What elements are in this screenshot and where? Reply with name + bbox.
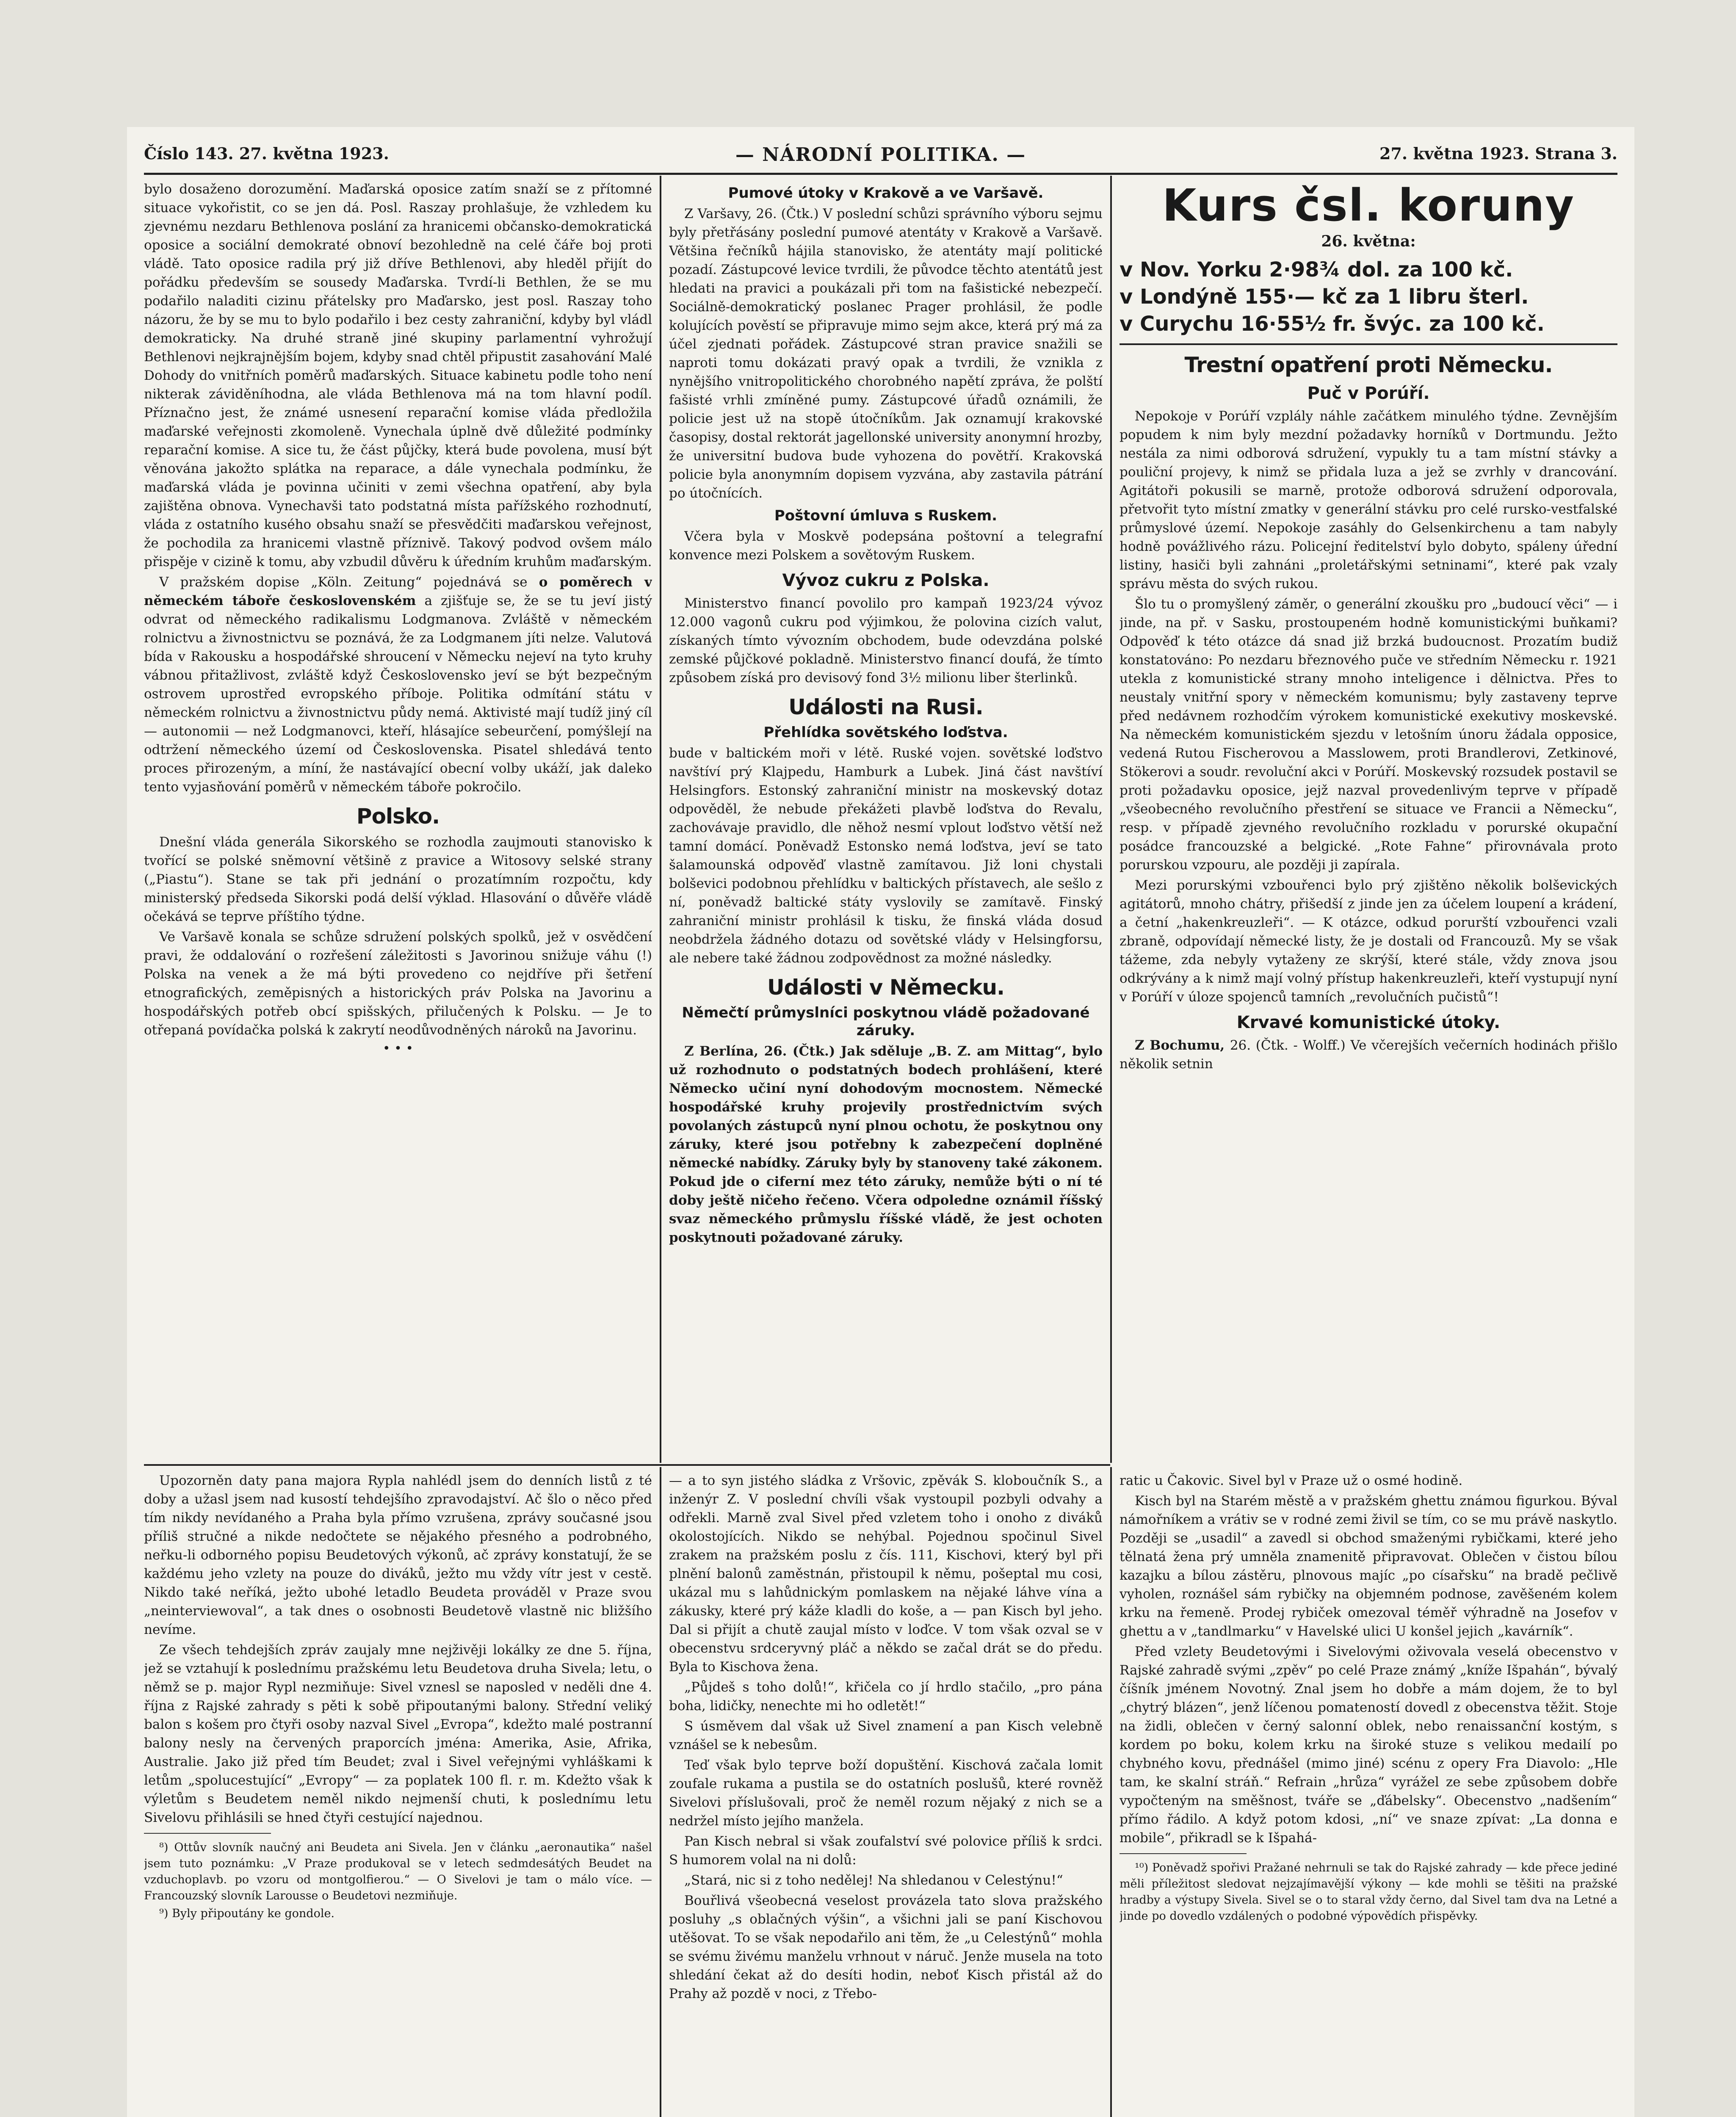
feuilleton-text-6: Teď však bylo teprve boží dopuštění. Kischová začala lomit zoufale rukama a pustila se do ostatních poslušů, které rovněž Sivelovi příslušovali, proč že neměl rozum nějaký z nich se a nedržel místo jejího manžela. xyxy=(669,1758,1103,1829)
footnote-8: ⁸) Ottův slovník naučný ani Beudeta ani Sivela. Jen v článku „aeronautika“ našel jsem tuto poznámku: „V Praze produkoval se v letech sedmdesátých Beudet na vzduchoplavb. po vzoru od montgolfierou.“ — O Sivelovi je tam o málo více. — Francouzský slovník Larousse o Beudetovi nezmiňuje. xyxy=(144,1841,652,1902)
hungary-article-text: bylo dosaženo dorozumění. Maďarská oposice zatím snaží se z přítomné situace vykořistit, co se jen dá. Posl. Raszay prohlašuje, že vzhledem ku zjevnému nezdaru Bethlenova poslání za hranicemi občansko-demokratická oposice a sociální demokraté obnoví bezohledně na celé čáře boj proti vládě. Tato oposice radila prý již dříve Bethlenovi, aby hleděl přijít do pořádku především se sousedy Maďarska. Tvrdí-li Bethlen, že se mu podařilo naladiti cizinu přátelsky pro Maďarsko, jest posl. Raszay toho názoru, že by se mu to bylo podařilo i bez cesty zahraniční, kdyby byl vládl demokraticky. Na druhé straně jiné skupiny parlamentní vyhrožují Bethlenovi nejkrajnějším bojem, kdyby snad chtěl připustit zasahování Malé Dohody do vnitřních poměrů maďarských. Situace kabinetu podle toho není nikterak záviděníhodna, ale vláda Bethlenova má na tom hlavní podíl. Příznačno jest, že známé usnesení reparační komise vláda předložila maďarské veřejnosti zkomoleně. Vynechala úplně dvě důležité podmínky reparační komise. A sice tu, že část půjčky, která bude povolena, musí být věnována jakožto splátka na reparace, a dále vynechala podmínku, že maďarská vláda je povinna učiniti v zemi všechna opatření, aby byla zajištěna obnova. Vynechavši tato podstatná místa pařížského rozhodnutí, vláda z ostatního kusého obsahu snaží se přesvědčiti maďarskou veřejnost, že pochodila za hranicemi vlastně příznivě. Takový podvod ovšem málo přispěje v cizině k tomu, aby vzbudil důvěru k úředním kruhům maďarským. xyxy=(144,182,652,569)
section-title-polsko: Polsko. xyxy=(356,804,440,829)
headline-communist-attacks: Krvavé komunistické útoky. xyxy=(1236,1013,1501,1032)
footnote-rule xyxy=(144,1833,271,1834)
feuilleton-text-3: — a to syn jistého sládka z Vršovic, zpěvák S. kloboučník S., a inženýr Z. V poslední chvíli však vystoupil pozbyli odvahy a odřekli. Marně zval Sivel před vzletem toho i onoho z diváků okolostojících. Nikdo se nehýbal. Pojednou spočinul Sivel zrakem na pražském poslu z čís. 111, Kischovi, který byl při plnění balonů zaměstnán, přistoupil k němu, pošeptal mu cosi, ukázal mu s lahůdnickým pomlaskem na nějaké láhve vína a zákusky, které prý káže kladli do koše, a — pan Kisch byl jeho. Dal si přijít a chutě zaujal místo v loďce. V tom však ozval se v obecenstvu srdceryvný pláč a někdo se začal drát se do předu. Byla to Kischova žena. xyxy=(669,1473,1103,1675)
ruhr-text-2: Šlo tu o promyšlený záměr, o generální zkoušku pro „budoucí věci“ — i jinde, na př. v Sasku, prostoupeném hodně komunistickými buňkami? Odpověď k této otázce dá snad již brzká budoucnost. Prozatím budiž konstatováno: Po nezdaru březnového puče ve středním Německu r. 1921 utekla z komunistické strany mnoho inteligence i dělnictva. Přes to neustaly vnitřní spory v německém komunismu; byly zastaveny teprve před nedávnem rozhodčím výrokem komunistické exekutivy moskevské. Na německém komunistickém sjezdu v letošním únoru žádala opposice, vedená Rutou Fischerovou a Masslowem, proti Brandlerovi, Zetkinové, Stökerovi a soudr. revoluční akci v Porúří. Moskevský rozsudek postavil se proti požadavku oposice, jejž nazval provedenlivým teprve v případě „všeobecného revolučního přestření se situace ve Francii a Německu“, resp. v případě zjevného revolučního rozkladu v porurské okupační posádce francouzské a belgické. „Rote Fahne“ přirovnávala proto porurskou vzpouru, ale později ji zapírala. xyxy=(1120,597,1617,873)
exchange-rate-date: 26. května: xyxy=(1321,232,1416,250)
headline-events-germany: Události v Německu. xyxy=(767,975,1005,1000)
feuilleton-text-2: Ze všech tehdejších zpráv zaujaly mne nejživěji lokálky ze dne 5. října, jež se vztahují k poslednímu pražskému letu Beudetova druha Sivela; letu, o němž se p. major Rypl nezmiňuje: Sivel vznesl se naposled v neděli dne 4. října z Rajské zahrady s pěti k sobě připoutanými balony. Střední veliký balon s košem pro čtyři osoby nazval Sivel „Evropa“, kdežto malé postranní balony nesly na červených praporcích jména: Amerika, Asie, Afrika, Australie. Jako již před tím Beudet; zval i Sivel veřejnými vyhláškami k letům „spolucestující“ „Evropy“ — za poplatek 100 fl. r. m. Kdežto však k výletům s Beudetem neměl nikdo nejmenší chuti, k poslednímu letu Sivelovu přihlásili se hned čtyři cestující najednou. xyxy=(144,1642,652,1825)
newspaper-page xyxy=(127,127,1634,2117)
headline-events-russia: Události na Rusi. xyxy=(788,695,983,719)
subheadline-ruhr-putsch: Puč v Porúří. xyxy=(1307,384,1430,403)
dateline: Z Bochumu, xyxy=(1135,1038,1230,1053)
column-3 xyxy=(1120,180,1617,1461)
headline-bomb-attacks: Pumové útoky v Krakově a ve Varšavě. xyxy=(728,185,1044,202)
feuilleton-text-5: S úsměvem dal však už Sivel znamení a pan Kisch velebně vznášel se k nebesům. xyxy=(669,1719,1103,1752)
feuilleton-text-9: Bouřlivá všeobecná veselost provázela tato slova pražského posluhy „s oblačných výšin“, a všichni jali se paní Kischovou utěšovat. To se však nepodařilo ani těm, že „u Celestýnů“ mohla se svému živému manželu vrhnout v náruč. Jenže musela na toto shledání čekat až do desíti hodin, neboť Kisch přistál až do Prahy až pozdě v noci, z Třebo- xyxy=(669,1893,1103,2001)
headline-sugar-export: Vývoz cukru z Polska. xyxy=(782,571,990,590)
text-part: 26. (Čtk. - Wolff.) Ve včerejších večerních hodinách přišlo několik setnin xyxy=(1120,1038,1617,1072)
masthead-title: — NÁRODNÍ POLITIKA. — xyxy=(735,144,1026,166)
footnote-10: ¹⁰) Poněvadž spořivi Pražané nehrnuli se tak do Rajské zahrady — kde přece jediné měli příležitost sledovat nejzajímavější výkony — kde mohli se těšiti na pražské hradby a výstupy Sivela. Sivel se o to staral vždy černo, dal Sivel tam dva na Letné a jinde po dovedlo vzdálených o podobné výpovědích přispěvky. xyxy=(1120,1861,1617,1923)
rate-london: v Londýně 155·— kč za 1 libru šterl. xyxy=(1120,285,1529,309)
section-separator: • • • xyxy=(382,1041,414,1056)
feuilleton-rule xyxy=(144,1464,1110,1466)
feuilleton-text-11: Kisch byl na Starém městě a v pražském ghettu známou figurkou. Býval námořníkem a vrátiv se v rodné zemi živil se tím, co se mu právě naskytlo. Později se „usadil“ a zavedl si obchod smaženými rybičkami, které jeho tělnatá žena prý umněla znamenitě připravovat. Oblečen v čistou bílou kazajku a bílou zástěru, plnovous majíc „po císařsku“ na bradě pečlivě vyholen, roznášel sám rybičky na objemném podnose, zavěšeném kolem krku na řemeně. Prodej rybiček omezoval téměř výhradně na Josefov v ghettu a v „tandlmarku“ v Havelské ulici U konšel jejich „kavárník“. xyxy=(1120,1493,1617,1639)
exchange-rate-title: Kurs čsl. koruny xyxy=(1162,180,1575,231)
headline-postal-treaty: Poštovní úmluva s Ruskem. xyxy=(774,507,998,524)
postal-treaty-text: Včera byla v Moskvě podepsána poštovní a telegrafní konvence mezi Polskem a sovětovým Ruskem. xyxy=(669,529,1103,563)
header-rule xyxy=(144,173,1617,175)
feuilleton-text-10: ratic u Čakovic. Sivel byl v Praze už o osmé hodině. xyxy=(1120,1473,1463,1488)
industrialists-text xyxy=(669,1042,1103,1247)
rate-new-york: v Nov. Yorku 2·98¾ dol. za 100 kč. xyxy=(1120,258,1513,282)
subheadline-soviet-fleet: Přehlídka sovětského loďstva. xyxy=(763,724,1008,741)
feuilleton-text-12: Před vzlety Beudetovými i Sivelovými oživovala veselá obecenstvo v Rajské zahradě svými „zpěv“ po celé Praze známý „kníže Išpahán“, bývalý číšník jménem Novotný. Znal jsem ho dobře a mám dojem, že to byl „chytrý blázen“, jenž líčenou pomateností dovedl z obecenstva těžit. Stoje na židli, oblečen v černý salonní oblek, nebo renaissanční kostým, s kordem po boku, kolem krku na široké stuze s velikou medailí po chybného kovu, přednášel (mimo jiné) scénu z opery Fra Diavolo: „Hle tam, ke skalní stráň.“ Refrain „hrůza“ vyrážel ze sebe způsobem dobře vypočteným na směšnost, tváře se „ďábelsky“. Obecenstvo „nadšením“ přímo řádilo. A když potom kdosi, „ní“ ve snaze zpívat: „La donna e mobile“, přikradl se k Išpahá- xyxy=(1120,1644,1617,1846)
column-rule-3 xyxy=(660,1467,661,2117)
feuilleton-column-2 xyxy=(669,1471,1103,2117)
soviet-fleet-text: bude v baltickém moři v létě. Ruské vojen. sovětské loďstvo navštíví prý Klajpedu, Hamburk a Lubek. Jiná část navštíví Helsingfors. Estonský zahraniční ministr na moskevský dotaz odpověděl, že nebude překážeti plavbě loďstva do Revalu, zachovávaje pravidlo, dle něhož nesmí vplout loďstvo větší než tamní domácí. Poněvadž Estonsko nemá loďstva, jeví se tato šalamounská odpověď vlastně zamítavou. Již loni chystali bolševici podobnou přehlídku v baltických přístavech, ale sešlo z ní, poněvadž baltické státy vyslovily se zamítavě. Finský zahraniční ministr prohlásil k tisku, že finská vláda dosud neobdržela žádného dotazu od sovětské vlády v Helsingforsu, ale nebere také žádnou zodpovědnost za možné následky. xyxy=(669,746,1103,966)
footnote-rule xyxy=(1120,1853,1247,1854)
headline-sanctions-germany: Trestní opatření proti Německu. xyxy=(1184,353,1553,377)
feuilleton-text-8: „Stará, nic si z toho nedělej! Na shledanou v Celestýnu!“ xyxy=(684,1873,1063,1888)
text-part: V pražském dopise „Köln. Zeitung“ pojednává se xyxy=(159,575,539,590)
issue-number-date: Číslo 143. 27. května 1923. xyxy=(144,144,389,163)
feuilleton-text-7: Pan Kisch nebral si však zoufalství své polovice příliš k srdci. S humorem volal na ni dolů: xyxy=(669,1834,1103,1868)
column-rule-4 xyxy=(1110,1467,1112,2117)
footnote-9: ⁹) Byly připoutány ke gondole. xyxy=(159,1907,335,1920)
feuilleton-column-3 xyxy=(1120,1471,1617,2117)
column-2 xyxy=(669,180,1103,1461)
feuilleton-text-4: „Půjdeš s toho dolů!“, křičela co jí hrdlo stačilo, „pro pána boha, lidičky, nenechte mi ho odletět!“ xyxy=(669,1680,1103,1713)
ruhr-text-3: Mezi porurskými vzbouřenci bylo prý zjištěno několik bolševických agitátorů, mnoho chátry, přišedší z jinde jen za účelem loupení a krádení, a četní „hakenkreuzleři“. — K otázce, odkud porurští vzbouřenci vzali zbraně, odpovídají německé listy, že je dostali od Francouzů. My se však tážeme, zda nebyly vytaženy ze skrýší, které stále, vždy znova jsou odkrývány a k nimž mají volný přístup hakenkreuzleři, kteří vystupují nyní v Porúří v úloze spojenců tamních „revolučních pučistů“! xyxy=(1120,878,1617,1005)
ruhr-text-1: Nepokoje v Porúří vzplály náhle začátkem minulého týdne. Zevnějším popudem k nim byly mezdní požadavky horníků v Dortmundu. Ježto nestála za nimi odborová sdružení, vypukly tu a tam místní stávky a pouliční projevy, k nimž se přidala luza a jež se zvrhly v drancování. Agitátoři pokusili se marně, protože odborová sdružení odporovala, přetvořit tyto místní zmatky v generální stávku pro celé rursko-vestfalské průmyslové území. Nepokoje zasáhly do Gelsenkirchenu a tam nabyly hodně povážlivého rázu. Policejní ředitelství bylo dobyto, spáleny úřední listiny, hasiči byli zahnáni „proletářskými setninami“, které pak vzaly správu města do svých rukou. xyxy=(1120,409,1617,591)
date-page-number: 27. května 1923. Strana 3. xyxy=(1379,144,1617,163)
poland-paragraph-2: Ve Varšavě konala se schůze sdružení polských spolků, jež v osvědčení pravi, že oddalování o rozřešení záležitosti s Javorinou snižuje váhu (!) Polska na venek a že má býti provedeno co nejdříve při šetření etnografických, zeměpisných a historických práv Polska na Javorinu a hospodářských potřeb obcí spišských, přilučených k Polsku. — Je to otřepaná povídačka polská k zakrytí neodůvodněných nároků na Javorinu. xyxy=(144,929,652,1038)
poland-paragraph-1: Dnešní vláda generála Sikorského se rozhodla zaujmouti stanovisko k tvořící se polské sněmovní většině z pravice a Witosovy selské strany („Piastu“). Stane se tak při jednání o prozatímním rozpočtu, kdy ministerský předseda Sikorski podá delší výklad. Hlasování o důvěře vládě očekává se teprve příštího týdne. xyxy=(144,835,652,924)
germans-czechoslovakia-paragraph xyxy=(144,573,652,796)
bochum-text xyxy=(1120,1036,1617,1073)
column-1 xyxy=(144,180,652,1461)
column-rule-2 xyxy=(1110,176,1112,1463)
bold-text-part: o poměrech v německém táboře československém xyxy=(144,575,652,608)
feuilleton-column-1 xyxy=(144,1471,652,2117)
sugar-export-text: Ministerstvo financí povolilo pro kampaň 1923/24 vývoz 12.000 vagonů cukru pod výjimkou, že polovina cizích valut, získaných tímto vývozním obchodem, bude odevzdána polské zemské půjčkové pokladně. Ministerstvo financí doufá, že tímto způsobem získá pro devisový fond 3½ milionu liber šterlinků. xyxy=(669,596,1103,685)
exchange-rate-box xyxy=(1120,180,1617,345)
dateline: Z Berlína, 26. (Čtk.) xyxy=(684,1044,841,1059)
text-part: Jak sděluje „B. Z. am Mittag“, bylo už rozhodnuto o podstatných bodech prohlášení, které Německo učiní nyní dohodovým mocnostem. Německé hospodářské kruhy projevily prostřednictvím svých povolaných zástupců nyní plnou ochotu, že poskytnou ony záruky, které jsou potřebny k zabezpečení doplněné německé nabídky. Záruky byly by stanoveny také zákonem. Pokud jde o ciferní mez této záruky, nemůže býti o ní té doby ještě ničeho řečeno. Včera odpoledne oznámil říšský svaz německého průmyslu říšské vládě, že jest ochoten poskytnouti požadované záruky. xyxy=(669,1044,1103,1245)
subheadline-industrialists: Němečtí průmyslníci poskytnou vládě požadované záruky. xyxy=(682,1004,1090,1039)
feuilleton-text-1: Upozorněn daty pana majora Rypla nahlédl jsem do denních listů z té doby a užasl jsem nad kusostí tehdejšího zpravodajství. Ač šlo o něco před tím nikdy nevídaného a Praha byla přímo vzrušena, zprávy současné jsou příliš stručné a nikde nedočtete se nějakého přesného a podrobného, neřku-li odborného popisu Beudetových výkonů, ač zprávy konstatují, že se každému jeho vzlety na pouze do diváků, ježto mu vždy vítr jest v cestě. Nikdo také neříká, ježto ubohé letadlo Beudeta prováděl v Praze svou „neinterviewoval“, a tak dnes o osobnosti Beudetově vlastně nic bližšího nevíme. xyxy=(144,1473,652,1637)
column-rule-1 xyxy=(660,176,661,1463)
rate-zurich: v Curychu 16·55½ fr. švýc. za 100 kč. xyxy=(1120,312,1545,336)
text-part: a zjišťuje se, že se tu jeví jistý odvrat od německého radikalismu Lodgmanova. Zvláště v německém rolnictvu a živnostnictvu se poznává, že za Lodgmanem jíti nelze. Valutová bída v Rakousku a hospodářské shroucení v Německu nejeví na tyto kruhy vábnou přitažlivost, zvláště když Československo jeví se být bezpečným ostrovem uprostřed evropského příboje. Politika odmítání státu v německém rolnictvu a živnostnictvu půdy nemá. Aktivisté mají tudíž jiný cíl — autonomii — než Lodgmanovci, kteří, hlásajíce sebeurčení, pomýšlejí na odtržení německého území od Československa. Pisatel shledává tento proces přirozeným, a míní, že nastávající obecní volby ukáží, jak daleko tento vyjasňování poměrů v německém táboře pokročilo. xyxy=(144,593,652,795)
bomb-attacks-text: Z Varšavy, 26. (Čtk.) V poslední schůzi správního výboru sejmu byly přetřásány poslední pumové atentáty v Krakově a Varšavě. Většina řečníků hájila stanovisko, že atentáty mají politické pozadí. Zástupcové levice tvrdili, že původce těchto atentátů jest hledati na pravici a poukázali při tom na fašistické nebezpečí. Sociálně-demokratický poslanec Prager prohlásil, že podle kolujících pověstí se připravuje mimo sejm akce, která prý má za účel zjednati pořádek. Zástupcové stran pravice snažili se naproti tomu dokázati pravý opak a tvrdili, že vznikla z nynějšího vnitropolitického chorobného napětí zpráva, že polští fašisté vrhli zmíněné pumy. Zástupcové úřadů oznámili, že policie jest už na stopě útočníkům. Jak oznamují krakovské časopisy, dostal rektorát jagellonské university anonymní hrozby, že universitní budova bude vyhozena do povětří. Krakovská policie byla anonymním dopisem vyzvána, aby zastavila pátrání po útočnících. xyxy=(669,206,1103,501)
